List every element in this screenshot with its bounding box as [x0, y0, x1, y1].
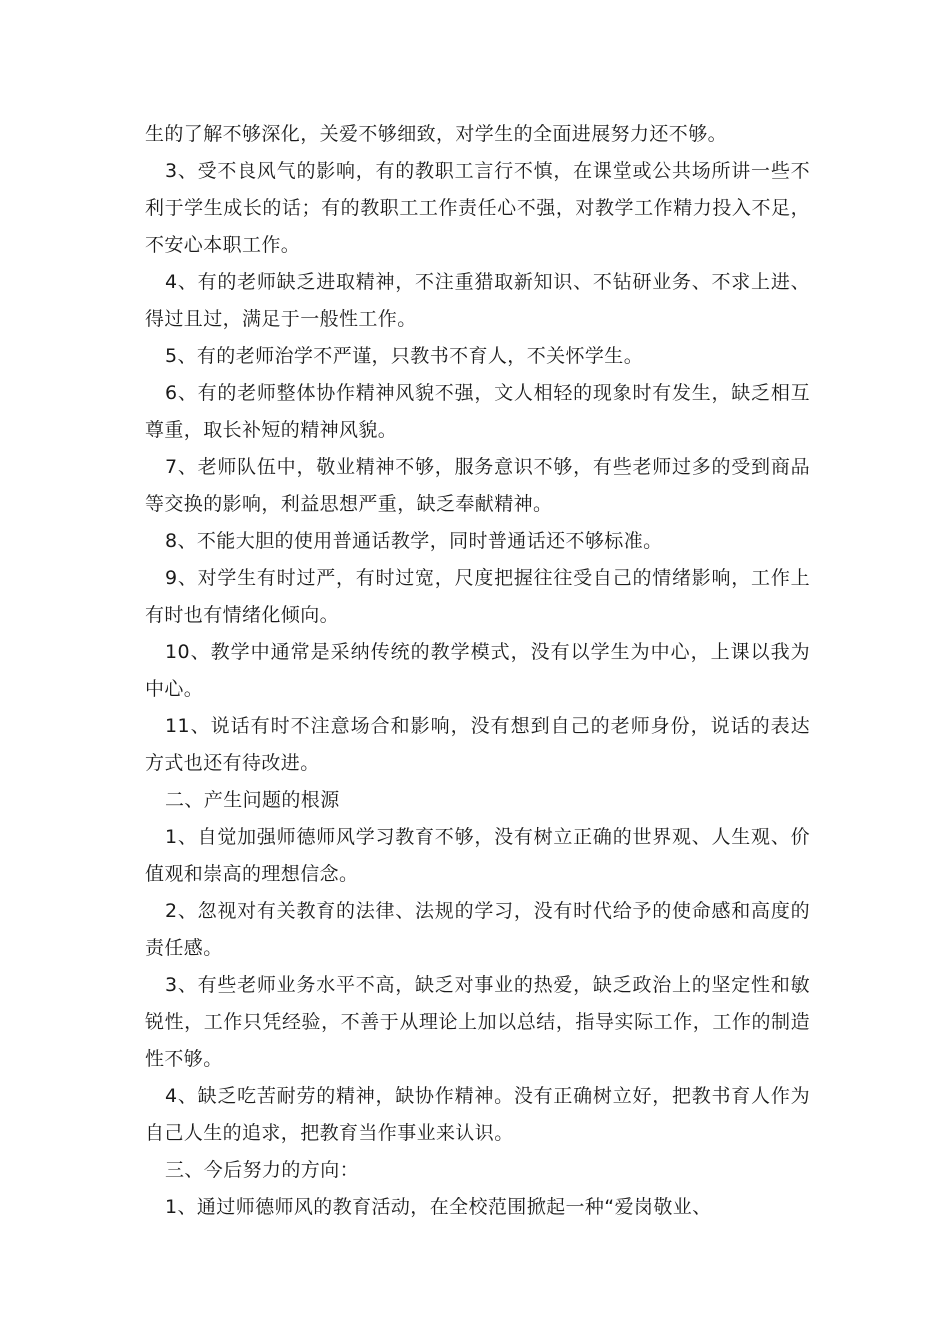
document-body	[145, 116, 810, 1226]
paragraph: 5、有的老师治学不严谨，只教书不育人，不关怀学生。	[165, 345, 644, 367]
paragraph: 7、老师队伍中，敬业精神不够，服务意识不够，有些老师过多的受到商品等交换的影响，利益思想严重，缺乏奉献精神。	[145, 456, 810, 515]
section-heading: 三、今后努力的方向：	[165, 1159, 360, 1181]
section-heading: 二、产生问题的根源	[165, 789, 340, 811]
paragraph: 2、忽视对有关教育的法律、法规的学习，没有时代给予的使命感和高度的责任感。	[145, 900, 810, 959]
paragraph: 6、有的老师整体协作精神风貌不强，文人相轻的现象时有发生，缺乏相互尊重，取长补短的精神风貌。	[145, 382, 810, 441]
paragraph: 9、对学生有时过严，有时过宽，尺度把握往往受自己的情绪影响，工作上有时也有情绪化倾向。	[145, 567, 810, 626]
paragraph: 3、有些老师业务水平不高，缺乏对事业的热爱，缺乏政治上的坚定性和敏锐性，工作只凭经验，不善于从理论上加以总结，指导实际工作，工作的制造性不够。	[145, 974, 810, 1070]
paragraph: 生的了解不够深化，关爱不够细致，对学生的全面进展努力还不够。	[145, 123, 728, 145]
paragraph: 8、不能大胆的使用普通话教学，同时普通话还不够标准。	[165, 530, 663, 552]
paragraph: 1、通过师德师风的教育活动，在全校范围掀起一种“爱岗敬业、	[165, 1196, 712, 1218]
paragraph: 4、缺乏吃苦耐劳的精神，缺协作精神。没有正确树立好，把教书育人作为自己人生的追求，把教育当作事业来认识。	[145, 1085, 810, 1144]
paragraph: 3、受不良风气的影响，有的教职工言行不慎，在课堂或公共场所讲一些不利于学生成长的话；有的教职工工作责任心不强，对教学工作精力投入不足，不安心本职工作。	[145, 160, 810, 256]
paragraph: 4、有的老师缺乏进取精神，不注重猎取新知识、不钻研业务、不求上进、得过且过，满足于一般性工作。	[145, 271, 810, 330]
paragraph: 10、教学中通常是采纳传统的教学模式，没有以学生为中心，上课以我为中心。	[145, 641, 810, 700]
paragraph: 1、自觉加强师德师风学习教育不够，没有树立正确的世界观、人生观、价值观和崇高的理想信念。	[145, 826, 810, 885]
paragraph: 11、说话有时不注意场合和影响，没有想到自己的老师身份，说话的表达方式也还有待改进。	[145, 715, 810, 774]
